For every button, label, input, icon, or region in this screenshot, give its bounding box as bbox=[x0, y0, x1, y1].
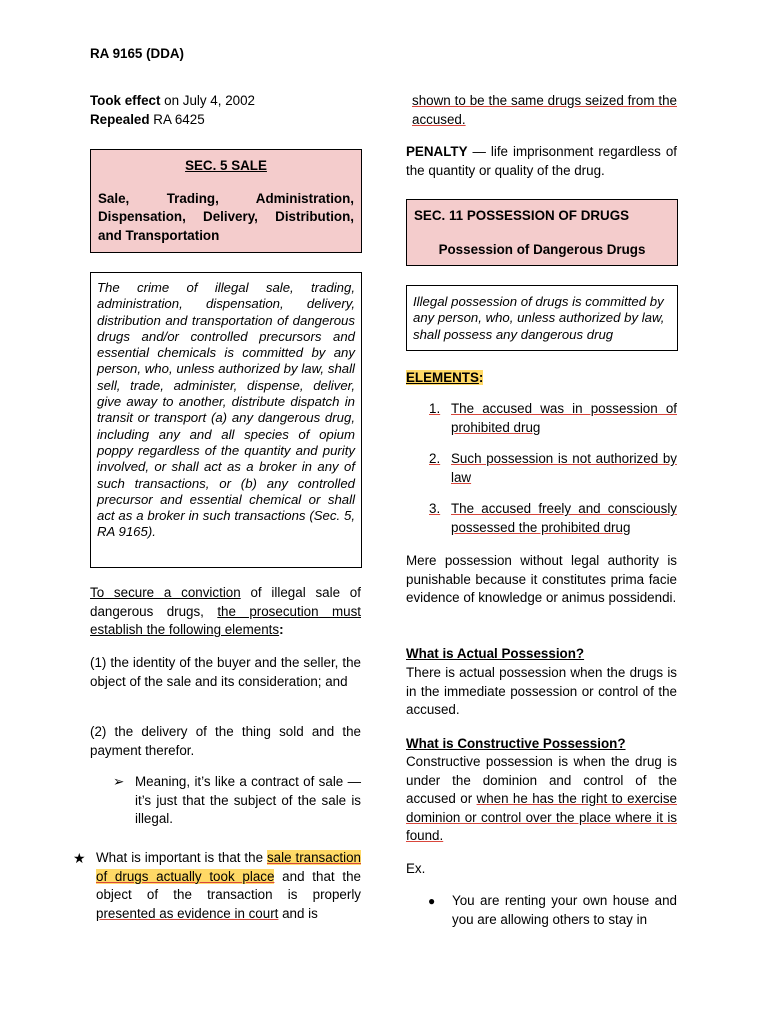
sec11-title-box bbox=[406, 199, 678, 266]
took-effect-line bbox=[90, 92, 255, 111]
sec11-title: SEC. 11 POSSESSION OF DRUGS bbox=[414, 208, 630, 223]
continued-underline: shown to be the same drugs seized from the accused. bbox=[412, 93, 677, 127]
conviction-colon: : bbox=[279, 622, 284, 638]
example-bullet-text: You are renting your own house and you are allowing others to stay in bbox=[452, 893, 677, 927]
possession-element-3 bbox=[406, 500, 677, 537]
possession-element-2 bbox=[406, 450, 677, 487]
sale-element-1: (1) the identity of the buyer and the seller, the object of the sale and its consideration; and bbox=[90, 655, 361, 689]
important-text-3: and is bbox=[278, 905, 318, 921]
important-highlight: sale transaction of drugs actually took place bbox=[96, 850, 361, 884]
constructive-possession-answer bbox=[406, 753, 677, 846]
repealed-value: RA 6425 bbox=[149, 112, 205, 127]
example-label: Ex. bbox=[406, 861, 426, 876]
elements-colon: : bbox=[478, 370, 484, 385]
important-text-2: and that the object of the transaction is properly bbox=[96, 868, 361, 903]
sec11-subtitle: Possession of Dangerous Drugs bbox=[438, 241, 646, 257]
sec11-definition-box bbox=[406, 285, 678, 351]
constructive-possession-question: What is Constructive Possession? bbox=[406, 736, 626, 751]
possession-element-1 bbox=[406, 400, 677, 437]
conviction-text: of illegal sale of dangerous drugs, bbox=[90, 585, 361, 619]
star-bullet-icon: ★ bbox=[73, 850, 86, 866]
actual-possession-question: What is Actual Possession? bbox=[406, 646, 585, 661]
document-heading: RA 9165 (DDA) bbox=[90, 46, 185, 61]
elements-label: ELEMENTS bbox=[406, 370, 479, 385]
sec5-definition-box bbox=[90, 272, 362, 568]
took-effect-label: Took effect bbox=[90, 93, 161, 108]
list-item-text: The accused freely and consciously possessed the prohibited drug bbox=[451, 501, 677, 535]
repealed-line bbox=[90, 111, 205, 130]
sec5-subtitle: Sale, Trading, Administration, Dispensation, Delivery, Distribution, and Transportation bbox=[98, 190, 354, 243]
bullet-dot-icon: ● bbox=[428, 894, 436, 908]
possession-elements-list bbox=[406, 400, 677, 551]
sec5-title: SEC. 5 SALE bbox=[185, 158, 267, 173]
repealed-label: Repealed bbox=[90, 112, 150, 127]
mere-possession-paragraph: Mere possession without legal authority is punishable because it constitutes prima facie evidence of knowledge or animus possidendi. bbox=[406, 553, 677, 606]
meaning-note: Meaning, it’s like a contract of sale — it’s just that the subject of the sale is illegal. bbox=[135, 774, 361, 827]
list-item-text: The accused was in possession of prohibited drug bbox=[451, 401, 677, 435]
conviction-underline-1: To secure a conviction bbox=[90, 585, 241, 600]
continued-text bbox=[412, 92, 677, 129]
conviction-underline-2: the prosecution must establish the following elements bbox=[90, 603, 361, 638]
important-underline: presented as evidence in court bbox=[96, 905, 279, 921]
sec5-definition: The crime of illegal sale, trading, administration, dispensation, delivery, distribution and transportation of dangerous drugs and/or controlled precursors and essential chemicals is committed by any person, who, unless authorized by law, shall sell, trade, administer, dispense, deliver, give away to another, distribute dispatch in transit or transport (a) any dangerous drug, including any and all species of opium poppy regardless of the quantity and purity involved, or shall act as a broker in any of such transactions, or (b) any controlled precursor and essential chemical or shall act as a broker in such transactions (Sec. 5, RA 9165). bbox=[97, 280, 355, 540]
sec5-title-box bbox=[90, 149, 362, 253]
list-number: 1. bbox=[429, 401, 441, 416]
sec11-definition: Illegal possession of drugs is committed by any person, who, unless authorized by law, shall possess any dangerous drug bbox=[413, 294, 665, 342]
actual-possession-answer: There is actual possession when the drugs is in the immediate possession or control of the accused. bbox=[406, 665, 677, 718]
list-item-text: Such possession is not authorized by law bbox=[451, 451, 677, 485]
list-number: 2. bbox=[429, 451, 441, 467]
constructive-text: Constructive possession is when the drug is under the dominion and control of the accused or bbox=[406, 754, 677, 807]
sale-element-2: (2) the delivery of the thing sold and the payment therefor. bbox=[90, 724, 361, 758]
arrow-bullet-icon: ➢ bbox=[113, 774, 125, 789]
elements-heading bbox=[406, 369, 483, 388]
constructive-underline: when he has the right to exercise dominion or control over the place where it is found. bbox=[406, 791, 677, 844]
list-number: 3. bbox=[429, 501, 441, 517]
penalty-paragraph bbox=[406, 143, 677, 180]
important-note bbox=[96, 849, 361, 923]
important-text-1: What is important is that the bbox=[96, 850, 267, 865]
conviction-paragraph bbox=[90, 584, 361, 640]
penalty-label: PENALTY bbox=[406, 144, 468, 159]
took-effect-value: on July 4, 2002 bbox=[160, 93, 255, 108]
penalty-text: — life imprisonment regardless of the quantity or quality of the drug. bbox=[406, 144, 677, 178]
